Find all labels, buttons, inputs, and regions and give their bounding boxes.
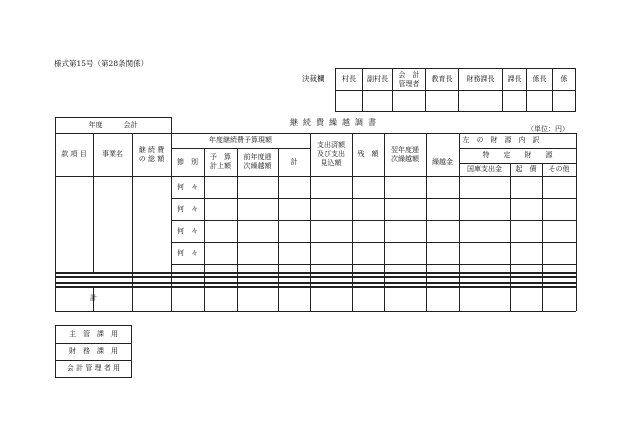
- col-group-budget-current: 年度継続費予算現額: [209, 136, 272, 145]
- fiscal-year-account-label: 年度 会計: [88, 120, 138, 129]
- stamp-header-village-head: 村長: [342, 75, 356, 84]
- row-label: 何 々: [177, 248, 198, 257]
- col-header-expenditure: 支出済額 及び支出 見込額: [317, 141, 345, 167]
- routing-box: [55, 325, 132, 378]
- col-header-bonds: 起 債: [515, 165, 537, 174]
- stamp-header-section-chief: 課長: [502, 69, 526, 90]
- col-header-balance: 残 額: [357, 150, 379, 159]
- row-label: 何 々: [177, 204, 198, 213]
- col-header-other: その他: [548, 165, 570, 174]
- stamp-header-education-head: 教育長: [425, 69, 458, 90]
- col-header-prior-carryover: 前年度逓 次繰越額: [243, 153, 272, 170]
- stamp-header-finance-chief: 財務課長: [458, 69, 502, 90]
- total-row-label: 計: [90, 294, 97, 303]
- routing-finance-department: 財 務 課 用: [69, 347, 118, 356]
- routing-main-department: 主 管 課 用: [69, 330, 118, 339]
- col-header-budget-amount: 予 算 計上額: [210, 153, 231, 170]
- col-header-next-carryover: 翌年度逓 次繰越額: [391, 145, 419, 163]
- row-label: 何 々: [177, 182, 198, 191]
- stamp-header-deputy-head: 副村長: [362, 69, 392, 90]
- stamp-header-staff: 係: [552, 69, 575, 90]
- form-number: 様式第15号（第28条関係）: [54, 59, 149, 68]
- col-header-section: 節 別: [177, 157, 198, 166]
- col-header-kou-moku: 款 項 目: [61, 150, 87, 159]
- stamp-header-accounting-manager: 会 計 管理者: [392, 69, 425, 90]
- unit-label: （単位：円）: [527, 125, 569, 133]
- col-group-specific-funding: 特 定 財 源: [482, 151, 553, 160]
- approval-label: 決裁欄: [302, 74, 325, 83]
- row-label: 何 々: [177, 226, 198, 235]
- col-header-national-funds: 国庫支出金: [467, 165, 502, 174]
- col-header-carryover-funds: 繰越金: [432, 157, 453, 166]
- col-header-continuing-total: 継 続 費 の 総 額: [138, 145, 165, 163]
- routing-accounting-manager: 会 計 管 理 者 用: [66, 364, 121, 373]
- col-header-subtotal: 計: [290, 157, 298, 166]
- col-group-funding-breakdown: 左 の 財 源 内 訳: [462, 136, 540, 145]
- stamp-header-subsection-chief: 係長: [526, 69, 552, 90]
- document-title: 継続費繰越調書: [290, 118, 381, 127]
- col-header-project-name: 事業名: [102, 150, 123, 159]
